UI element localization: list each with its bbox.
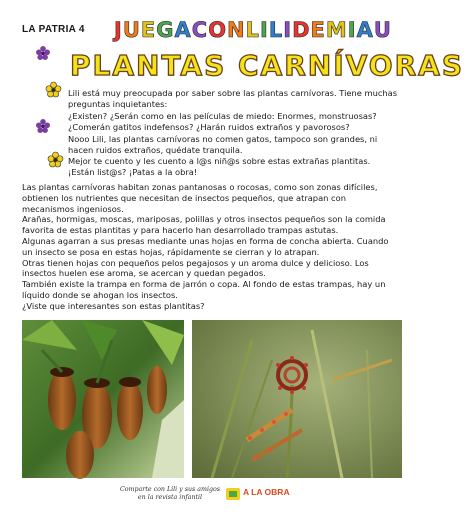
comic-banner-title (114, 18, 392, 42)
banner-letter: D (292, 18, 311, 42)
banner-letter: G (156, 18, 175, 42)
banner-letter: A (174, 18, 192, 42)
dialog-ready: ¡Están list@s? ¡Patas a la obra! (68, 167, 198, 177)
paragraph: Las plantas carnívoras habitan zonas pantanosas o rocosas, como son zonas difíciles, obtienen los nutrientes que necesitan de insectos pequeños, que atrapan con mecanismos ingeniosos. (22, 182, 378, 214)
pitcher-plant-photo (22, 320, 184, 478)
magazine-name: A LA OBRA (243, 487, 290, 497)
sundew-plant-photo (192, 320, 402, 478)
yellow-flower-icon (48, 152, 63, 167)
purple-flower-icon (36, 46, 50, 60)
banner-letter: L (268, 18, 284, 42)
banner-letter: M (325, 18, 348, 42)
banner-letter: I (260, 18, 269, 42)
banner-letter: I (347, 18, 357, 42)
dialog-tell: Mejor te cuento y les cuento a l@s niñ@s sobre estas extrañas plantitas. (68, 156, 371, 166)
purple-flower-icon (36, 119, 50, 133)
dialog-intro: Lili está muy preocupada por saber sobre las plantas carnívoras. Tiene muchas preguntas inquietantes: (68, 88, 398, 109)
newspaper-page-label: LA PATRIA 4 (22, 24, 85, 35)
banner-letter: A (356, 18, 374, 42)
banner-letter: J (114, 18, 123, 42)
footer-caption: Comparte con Lili y sus amigos en la revista infantil (119, 486, 221, 501)
banner-letter: C (191, 18, 209, 42)
dialog-questions: ¿Existen? ¿Serán como en las películas de miedo: Enormes, monstruosas? ¿Comerán gatitos indefensos? ¿Harán ruidos extraños y pavorosos? (68, 111, 377, 132)
banner-letter: O (208, 18, 228, 42)
article-body (22, 182, 400, 312)
paragraph: Otras tienen hojas con pequeños pelos pegajosos y un aroma dulce y delicioso. Los insectos huelen ese aroma, se acercan y quedan pegados. (22, 257, 369, 279)
paragraph: ¿Viste que interesantes son estas plantitas? (22, 300, 205, 311)
paragraph: También existe la trampa en forma de jarrón o copa. Al fondo de estas trampas, hay un líquido donde se ahogan los insectos. (22, 279, 386, 300)
banner-letter: E (140, 18, 157, 42)
banner-letter: I (283, 18, 293, 42)
banner-letter: E (310, 18, 326, 42)
banner-letter: U (373, 18, 392, 42)
dialog-answer: Nooo Lili, las plantas carnívoras no comen gatos, tampoco son grandes, ni hacen ruidos extraños, quédate tranquila. (68, 134, 378, 155)
paragraph: Arañas, hormigas, moscas, mariposas, polillas y otros insectos pequeños son la comida favorita de estas plantitas y para hacerlo han desarrollado trampas astutas. (22, 214, 386, 236)
header (22, 18, 402, 46)
banner-letter: U (122, 18, 141, 42)
banner-letter: L (245, 18, 261, 42)
page-title: PLANTAS CARNÍVORAS (70, 49, 464, 82)
yellow-flower-icon (46, 82, 61, 97)
banner-letter: N (227, 18, 246, 42)
paragraph: Algunas agarran a sus presas mediante unas hojas en forma de concha abierta. Cuando un insecto se posa en estas hojas, rápidamente se cierran y lo atrapan. (22, 235, 389, 257)
